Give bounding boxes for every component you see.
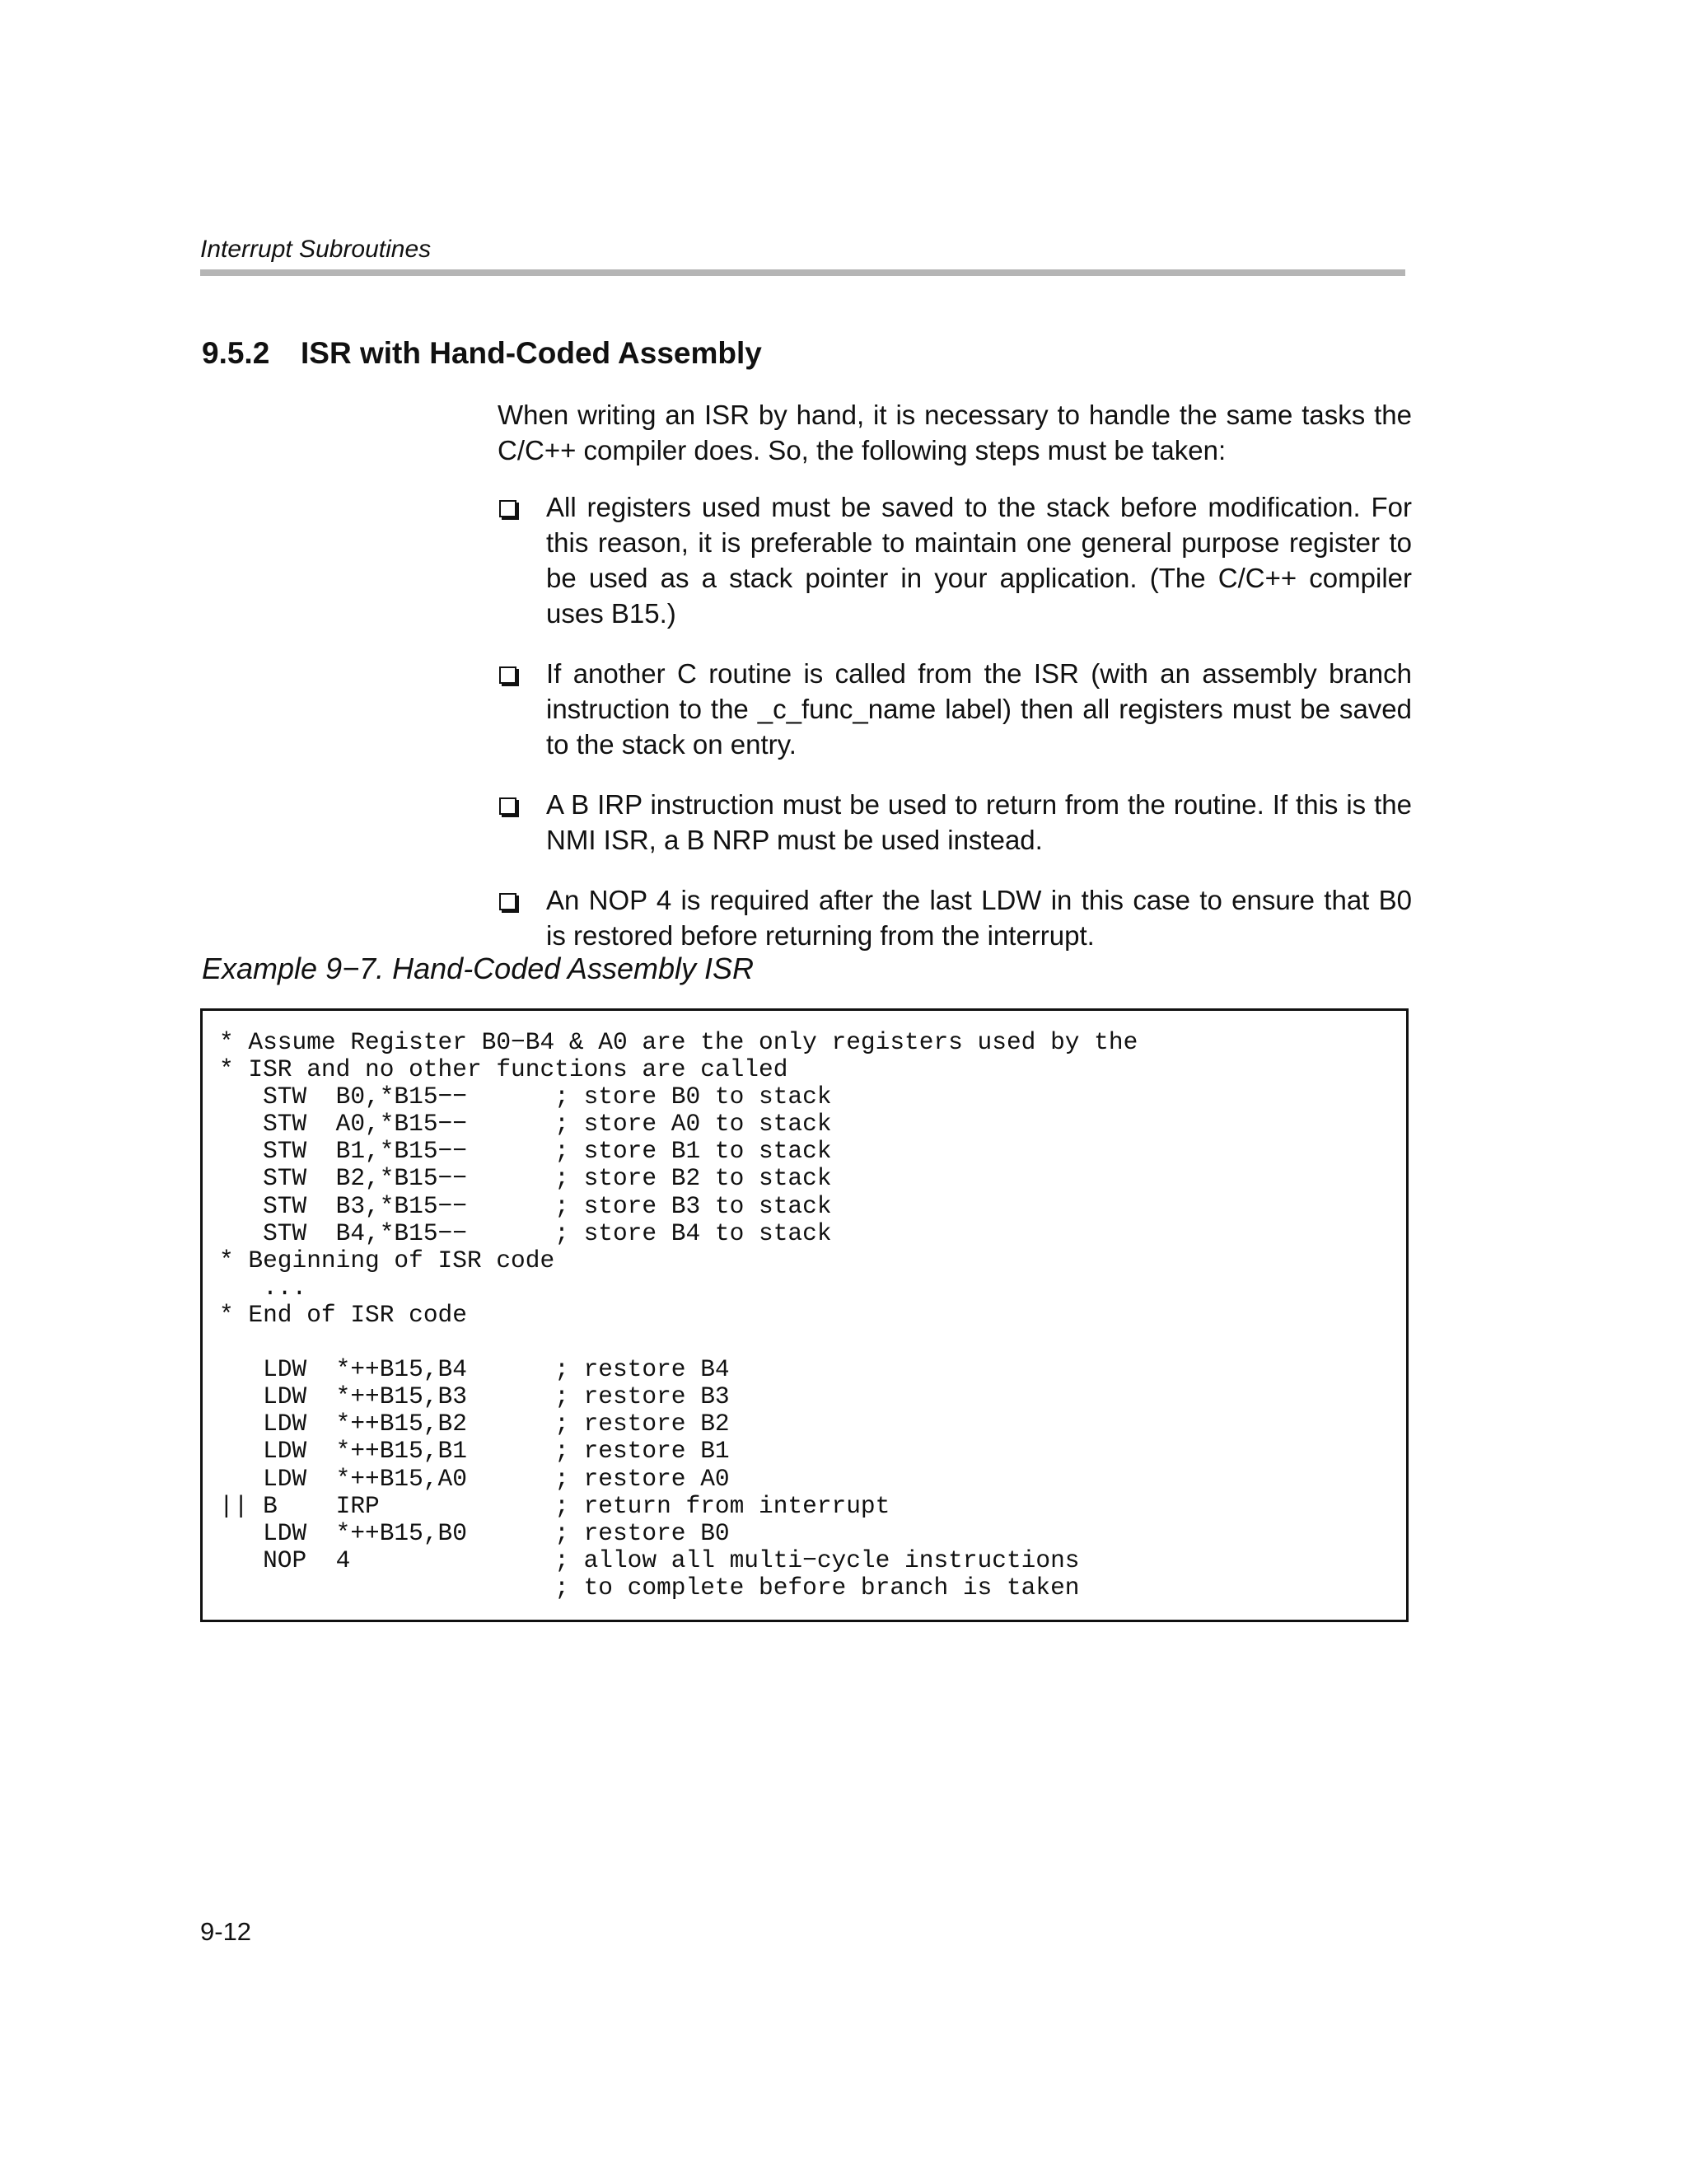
code-line: LDW *++B15,B4 ; restore B4 bbox=[219, 1355, 730, 1384]
code-line: STW A0,*B15−− ; store A0 to stack bbox=[219, 1110, 832, 1139]
code-line: LDW *++B15,B2 ; restore B2 bbox=[219, 1410, 730, 1438]
checkbox-bullet-icon bbox=[499, 666, 516, 684]
list-item bbox=[498, 882, 1412, 953]
checkbox-bullet-icon bbox=[499, 893, 516, 910]
code-line: * Beginning of ISR code bbox=[219, 1246, 555, 1274]
intro-paragraph: When writing an ISR by hand, it is necessary to handle the same tasks the C/C++ compiler does. So, the following steps must be taken: bbox=[498, 400, 1412, 465]
checkbox-bullet-icon bbox=[499, 500, 516, 517]
list-item bbox=[498, 656, 1412, 762]
code-listing bbox=[219, 1029, 1138, 1602]
code-line: NOP 4 ; allow all multi−cycle instructions bbox=[219, 1546, 1080, 1574]
code-line: ; to complete before branch is taken bbox=[219, 1573, 1080, 1602]
list-item-text: If another C routine is called from the ISR (with an assembly branch instruction to the _c_func_name label) then all registers must be saved to the stack on entry. bbox=[546, 658, 1412, 760]
section-heading bbox=[202, 336, 762, 371]
code-line: ... bbox=[219, 1273, 307, 1302]
page-number: 9-12 bbox=[200, 1917, 252, 1946]
code-line: || B IRP ; return from interrupt bbox=[219, 1491, 890, 1520]
section-number: 9.5.2 bbox=[202, 336, 270, 370]
code-line: LDW *++B15,B3 ; restore B3 bbox=[219, 1382, 730, 1411]
section-title: ISR with Hand-Coded Assembly bbox=[301, 336, 762, 370]
code-line: STW B1,*B15−− ; store B1 to stack bbox=[219, 1137, 832, 1166]
code-line: * ISR and no other functions are called bbox=[219, 1055, 788, 1084]
step-list bbox=[498, 489, 1412, 953]
list-item bbox=[498, 489, 1412, 631]
code-line: STW B0,*B15−− ; store B0 to stack bbox=[219, 1083, 832, 1111]
code-line: STW B2,*B15−− ; store B2 to stack bbox=[219, 1164, 832, 1193]
header-rule bbox=[200, 269, 1405, 276]
code-line: * End of ISR code bbox=[219, 1300, 467, 1329]
code-line: STW B4,*B15−− ; store B4 to stack bbox=[219, 1218, 832, 1247]
code-line: * Assume Register B0−B4 & A0 are the only registers used by the bbox=[219, 1028, 1138, 1056]
code-line: LDW *++B15,B0 ; restore B0 bbox=[219, 1518, 730, 1547]
running-header: Interrupt Subroutines bbox=[200, 236, 432, 263]
code-line: LDW *++B15,B1 ; restore B1 bbox=[219, 1437, 730, 1466]
list-item-text: All registers used must be saved to the stack before modification. For this reason, it is preferable to maintain one general purpose register to be used as a stack pointer in your application. (The C/C++ compiler uses B15.) bbox=[546, 492, 1412, 629]
code-example-box bbox=[200, 1008, 1409, 1622]
example-caption: Example 9−7. Hand-Coded Assembly ISR bbox=[202, 952, 754, 985]
list-item-text: A B IRP instruction must be used to return from the routine. If this is the NMI ISR, a B NRP must be used instead. bbox=[546, 789, 1412, 855]
list-item-text: An NOP 4 is required after the last LDW in this case to ensure that B0 is restored before returning from the interrupt. bbox=[546, 885, 1412, 951]
list-item bbox=[498, 787, 1412, 858]
code-line: LDW *++B15,A0 ; restore A0 bbox=[219, 1464, 730, 1493]
code-line: STW B3,*B15−− ; store B3 to stack bbox=[219, 1191, 832, 1220]
checkbox-bullet-icon bbox=[499, 797, 516, 815]
